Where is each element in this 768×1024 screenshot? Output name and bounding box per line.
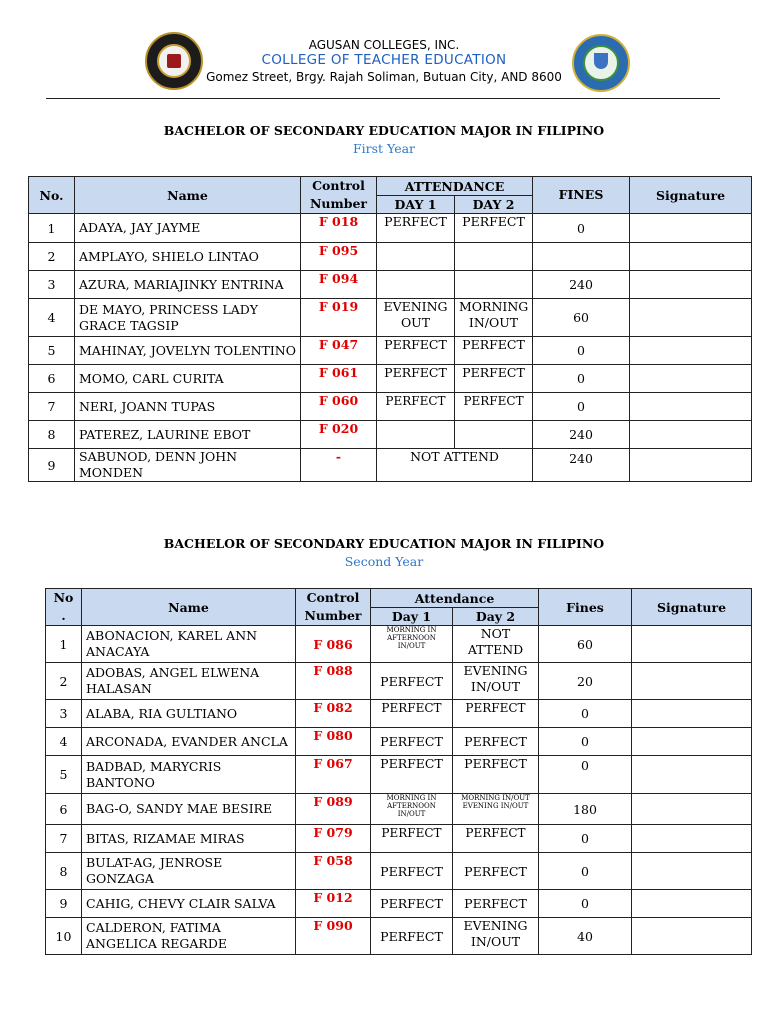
row-fines: 0 — [533, 365, 630, 393]
row-name: SABUNOD, DENN JOHN MONDEN — [75, 449, 301, 482]
row-signature — [632, 853, 752, 890]
row-no: 7 — [29, 393, 75, 421]
row-name: BADBAD, MARYCRIS BANTONO — [82, 756, 296, 794]
row-day2: PERFECT — [453, 825, 539, 853]
row-day1: PERFECT — [377, 337, 455, 365]
header-signature: Signature — [630, 177, 752, 214]
header-attendance: Attendance — [371, 589, 539, 608]
row-name: CALDERON, FATIMA ANGELICA REGARDE — [82, 918, 296, 955]
school-address: Gomez Street, Brgy. Rajah Soliman, Butuan City, AND 8600 — [206, 70, 562, 84]
row-signature — [630, 421, 752, 449]
row-control-number: F 086 — [296, 626, 371, 663]
table-row — [46, 853, 752, 890]
row-control-number: F 094 — [301, 271, 377, 299]
row-fines: 60 — [539, 626, 632, 663]
college-name: COLLEGE OF TEACHER EDUCATION — [261, 52, 507, 68]
row-control-number: F 067 — [296, 756, 371, 794]
table-row — [29, 299, 752, 337]
row-no: 1 — [46, 626, 82, 663]
row-signature — [632, 728, 752, 756]
row-fines — [533, 243, 630, 271]
row-fines: 0 — [539, 728, 632, 756]
header-divider — [46, 98, 720, 99]
row-control-number: F 080 — [296, 728, 371, 756]
row-name: ALABA, RIA GULTIANO — [82, 700, 296, 728]
row-fines: 240 — [533, 449, 630, 482]
section2-title: BACHELOR OF SECONDARY EDUCATION MAJOR IN FILIPINO — [163, 536, 605, 551]
row-day2: PERFECT — [455, 393, 533, 421]
row-fines: 0 — [533, 393, 630, 421]
table-row — [46, 728, 752, 756]
row-name: CAHIG, CHEVY CLAIR SALVA — [82, 890, 296, 918]
row-name: AMPLAYO, SHIELO LINTAO — [75, 243, 301, 271]
row-control-number: F 079 — [296, 825, 371, 853]
row-day2: EVENING IN/OUT — [453, 918, 539, 955]
row-day2: PERFECT — [453, 890, 539, 918]
table-row — [29, 365, 752, 393]
table-row — [29, 271, 752, 299]
header-name: Name — [82, 589, 296, 626]
header-day2: DAY 2 — [455, 196, 533, 214]
table-row — [46, 756, 752, 794]
row-control-number: F 061 — [301, 365, 377, 393]
row-day1: PERFECT — [371, 756, 453, 794]
row-no: 10 — [46, 918, 82, 955]
row-control-number: F 090 — [296, 918, 371, 955]
row-fines: 0 — [539, 890, 632, 918]
row-no: 4 — [29, 299, 75, 337]
row-fines: 0 — [533, 214, 630, 243]
header-attendance: ATTENDANCE — [377, 177, 533, 196]
row-day2: MORNING IN/OUT EVENING IN/OUT — [453, 794, 539, 825]
row-name: DE MAYO, PRINCESS LADY GRACE TAGSIP — [75, 299, 301, 337]
row-day2 — [455, 421, 533, 449]
row-signature — [632, 663, 752, 700]
row-day1: PERFECT — [371, 663, 453, 700]
header-day1: DAY 1 — [377, 196, 455, 214]
row-control-number: F 012 — [296, 890, 371, 918]
row-day2: PERFECT — [453, 853, 539, 890]
table-row — [29, 449, 752, 482]
table-row — [29, 393, 752, 421]
row-signature — [630, 393, 752, 421]
row-day2: PERFECT — [453, 700, 539, 728]
row-fines: 0 — [533, 337, 630, 365]
table-row — [46, 626, 752, 663]
row-day1: MORNING IN AFTERNOON IN/OUT — [371, 626, 453, 663]
row-day1: PERFECT — [377, 393, 455, 421]
row-day1: MORNING IN AFTERNOON IN/OUT — [371, 794, 453, 825]
header-signature: Signature — [632, 589, 752, 626]
row-day2: PERFECT — [455, 337, 533, 365]
table-row — [46, 700, 752, 728]
table-row — [46, 890, 752, 918]
row-no: 4 — [46, 728, 82, 756]
row-attendance-merged: NOT ATTEND — [377, 449, 533, 482]
row-signature — [632, 700, 752, 728]
header-name: Name — [75, 177, 301, 214]
row-name: MOMO, CARL CURITA — [75, 365, 301, 393]
row-control-number: F 089 — [296, 794, 371, 825]
table-row — [29, 243, 752, 271]
row-control-number: F 088 — [296, 663, 371, 700]
row-control-number: F 047 — [301, 337, 377, 365]
row-fines: 240 — [533, 421, 630, 449]
row-control-number: F 020 — [301, 421, 377, 449]
row-no: 9 — [29, 449, 75, 482]
row-signature — [630, 365, 752, 393]
table-row — [29, 337, 752, 365]
row-name: ADAYA, JAY JAYME — [75, 214, 301, 243]
school-name: AGUSAN COLLEGES, INC. — [308, 38, 460, 52]
row-name: ADOBAS, ANGEL ELWENA HALASAN — [82, 663, 296, 700]
row-no: 5 — [29, 337, 75, 365]
row-fines: 0 — [539, 853, 632, 890]
row-fines: 40 — [539, 918, 632, 955]
row-signature — [630, 214, 752, 243]
first-year-attendance-table — [28, 176, 752, 482]
row-day1: PERFECT — [371, 918, 453, 955]
header-control-number: Control Number — [301, 177, 377, 214]
row-signature — [630, 299, 752, 337]
row-signature — [632, 918, 752, 955]
row-control-number: F 019 — [301, 299, 377, 337]
row-day1: EVENING OUT — [377, 299, 455, 337]
row-signature — [632, 626, 752, 663]
row-control-number: - — [301, 449, 377, 482]
row-day1: PERFECT — [371, 825, 453, 853]
row-day1: PERFECT — [371, 728, 453, 756]
row-no: 1 — [29, 214, 75, 243]
row-name: ABONACION, KAREL ANN ANACAYA — [82, 626, 296, 663]
row-control-number: F 082 — [296, 700, 371, 728]
row-day2: PERFECT — [453, 756, 539, 794]
row-name: BAG-O, SANDY MAE BESIRE — [82, 794, 296, 825]
row-day1: PERFECT — [377, 365, 455, 393]
row-no: 2 — [29, 243, 75, 271]
row-fines: 180 — [539, 794, 632, 825]
row-no: 6 — [29, 365, 75, 393]
row-name: PATEREZ, LAURINE EBOT — [75, 421, 301, 449]
row-no: 3 — [29, 271, 75, 299]
table-row — [46, 794, 752, 825]
row-control-number: F 095 — [301, 243, 377, 271]
row-fines: 0 — [539, 700, 632, 728]
row-no: 7 — [46, 825, 82, 853]
table-row — [46, 825, 752, 853]
row-day2: NOT ATTEND — [453, 626, 539, 663]
row-day1: PERFECT — [371, 890, 453, 918]
row-day2: MORNING IN/OUT — [455, 299, 533, 337]
section1-subtitle: First Year — [352, 141, 416, 156]
row-day2 — [455, 271, 533, 299]
letterhead — [0, 30, 768, 100]
table-row — [46, 663, 752, 700]
header-control-number: Control Number — [296, 589, 371, 626]
row-day2 — [455, 243, 533, 271]
row-no: 8 — [46, 853, 82, 890]
row-signature — [632, 756, 752, 794]
header-day2: Day 2 — [453, 608, 539, 626]
row-name: ARCONADA, EVANDER ANCLA — [82, 728, 296, 756]
row-name: AZURA, MARIAJINKY ENTRINA — [75, 271, 301, 299]
header-day1: Day 1 — [371, 608, 453, 626]
row-day2: PERFECT — [455, 214, 533, 243]
row-signature — [632, 890, 752, 918]
row-name: MAHINAY, JOVELYN TOLENTINO — [75, 337, 301, 365]
row-signature — [632, 825, 752, 853]
row-no: 2 — [46, 663, 82, 700]
teacher-education-seal-icon — [572, 34, 630, 92]
row-control-number: F 018 — [301, 214, 377, 243]
row-signature — [630, 337, 752, 365]
table-row — [29, 421, 752, 449]
row-fines: 240 — [533, 271, 630, 299]
row-signature — [630, 243, 752, 271]
row-day2: EVENING IN/OUT — [453, 663, 539, 700]
row-day2: PERFECT — [455, 365, 533, 393]
row-no: 3 — [46, 700, 82, 728]
row-name: BITAS, RIZAMAE MIRAS — [82, 825, 296, 853]
row-day1 — [377, 421, 455, 449]
row-signature — [630, 271, 752, 299]
row-day1: PERFECT — [371, 853, 453, 890]
row-day1: PERFECT — [377, 214, 455, 243]
row-control-number: F 060 — [301, 393, 377, 421]
header-fines: Fines — [539, 589, 632, 626]
header-fines: FINES — [533, 177, 630, 214]
row-control-number: F 058 — [296, 853, 371, 890]
row-fines: 60 — [533, 299, 630, 337]
table-row — [29, 214, 752, 243]
section1-title: BACHELOR OF SECONDARY EDUCATION MAJOR IN FILIPINO — [163, 123, 605, 138]
row-name: NERI, JOANN TUPAS — [75, 393, 301, 421]
row-name: BULAT-AG, JENROSE GONZAGA — [82, 853, 296, 890]
section2-subtitle: Second Year — [344, 554, 424, 569]
row-signature — [630, 449, 752, 482]
header-no: No . — [46, 589, 82, 626]
row-fines: 20 — [539, 663, 632, 700]
row-fines: 0 — [539, 756, 632, 794]
header-no: No. — [29, 177, 75, 214]
row-day1 — [377, 271, 455, 299]
row-no: 8 — [29, 421, 75, 449]
row-no: 6 — [46, 794, 82, 825]
row-day2: PERFECT — [453, 728, 539, 756]
row-fines: 0 — [539, 825, 632, 853]
row-day1 — [377, 243, 455, 271]
row-no: 9 — [46, 890, 82, 918]
table-row — [46, 918, 752, 955]
row-signature — [632, 794, 752, 825]
second-year-attendance-table — [45, 588, 752, 955]
row-day1: PERFECT — [371, 700, 453, 728]
row-no: 5 — [46, 756, 82, 794]
